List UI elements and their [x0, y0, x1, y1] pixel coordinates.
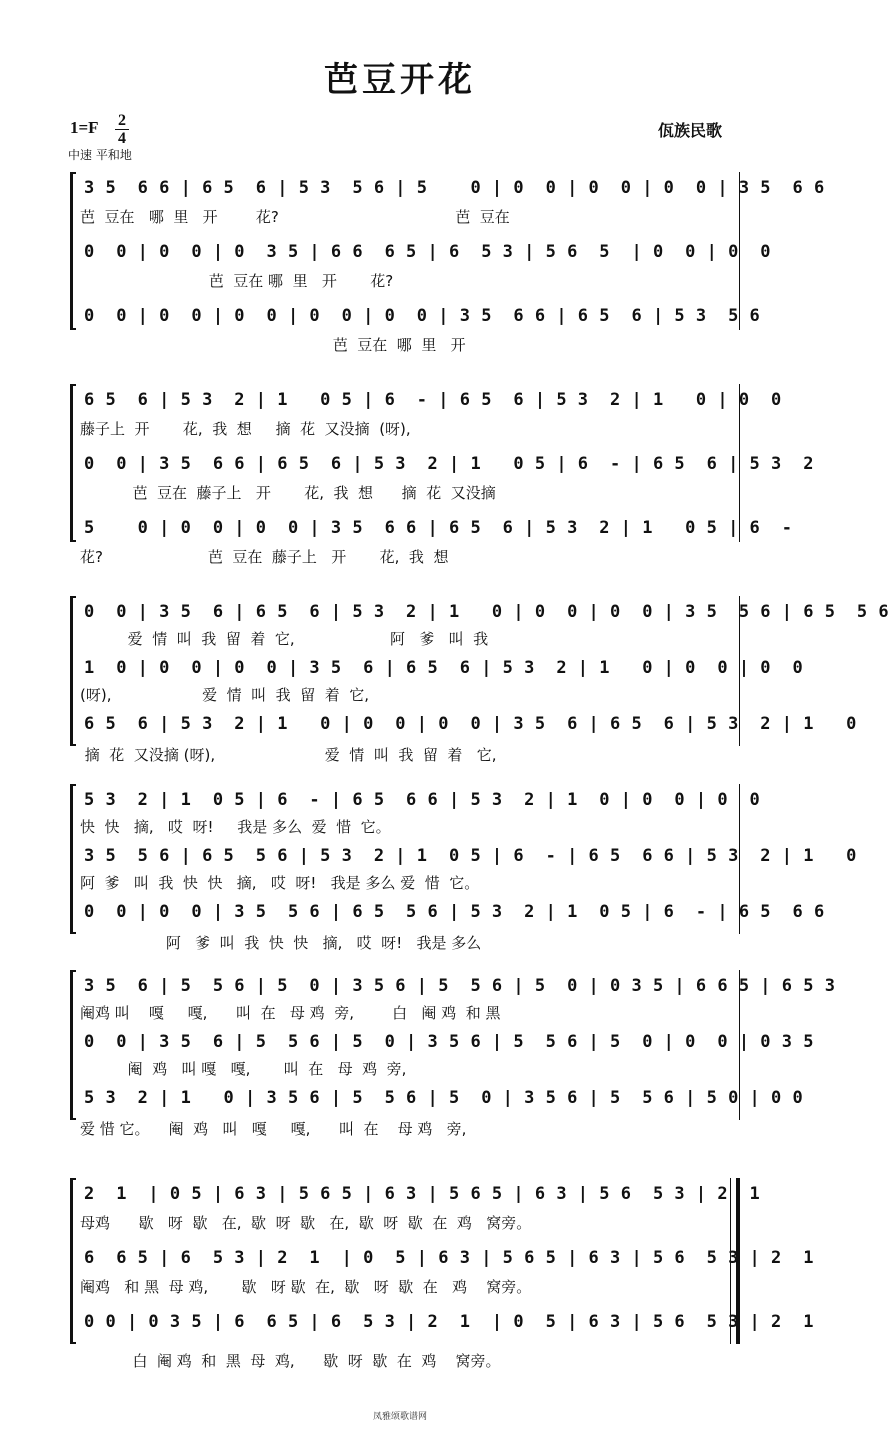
- key-signature: 1=F: [70, 118, 99, 137]
- lyrics-line: 母鸡 歇 呀 歇 在, 歇 呀 歇 在, 歇 呀 歇 在 鸡 窝旁。: [80, 1214, 532, 1232]
- lyrics-line: 爱 情 叫 我 留 着 它, 阿 爹 叫 我: [80, 630, 489, 648]
- notes-line: 2 1 | 0 5 | 6 3 | 5 6 5 | 6 3 | 5 6 5 | 6 3 | 5 6 5 3 | 2 1: [84, 1184, 761, 1204]
- lyrics-line: 阉鸡 和 黑 母 鸡, 歇 呀 歇 在, 歇 呀 歇 在 鸡 窝旁。: [80, 1278, 532, 1296]
- notes-line: 1 0 | 0 0 | 0 0 | 3 5 6 | 6 5 6 | 5 3 2 | 1 0 | 0 0 | 0 0: [84, 658, 804, 678]
- system-brace: [70, 596, 76, 746]
- notes-line: 3 5 6 | 5 5 6 | 5 0 | 3 5 6 | 5 5 6 | 5 0 | 0 3 5 | 6 6 5 | 6 5 3: [84, 976, 836, 996]
- lyrics-line: 阿 爹 叫 我 快 快 摘, 哎 呀! 我是 多么 爱 惜 它。: [80, 874, 480, 892]
- score-system-1: [70, 172, 825, 330]
- system-brace: [70, 784, 76, 934]
- lyrics-line: 快 快 摘, 哎 呀! 我是 多么 爱 惜 它。: [80, 818, 391, 836]
- lyrics-line: 白 阉 鸡 和 黑 母 鸡, 歇 呀 歇 在 鸡 窝旁。: [80, 1352, 501, 1370]
- lyrics-line: 摘 花 又没摘 (呀), 爱 情 叫 我 留 着 它,: [80, 746, 497, 764]
- notes-line: 0 0 | 0 0 | 0 0 | 0 0 | 0 0 | 3 5 6 6 | 6 5 6 | 5 3 5 6: [84, 306, 761, 326]
- meter-top: 2: [118, 112, 126, 129]
- score-system-4: [70, 784, 857, 934]
- time-signature: [114, 112, 130, 147]
- notes-line: 6 5 6 | 5 3 2 | 1 0 5 | 6 - | 6 5 6 | 5 3 2 | 1 0 | 0 0: [84, 390, 782, 410]
- system-brace: [70, 1178, 76, 1344]
- notes-line: 3 5 5 6 | 6 5 5 6 | 5 3 2 | 1 0 5 | 6 - | 6 5 6 6 | 5 3 2 | 1 0: [84, 846, 857, 866]
- notes-line: 5 3 2 | 1 0 | 3 5 6 | 5 5 6 | 5 0 | 3 5 6 | 5 5 6 | 5 0 | 0 0: [84, 1088, 804, 1108]
- lyrics-line: 芭 豆在 哪 里 开: [80, 336, 466, 354]
- system-brace: [70, 172, 76, 330]
- score-system-2: [70, 384, 814, 542]
- notes-line: 0 0 | 0 0 | 3 5 5 6 | 6 5 5 6 | 5 3 2 | 1 0 5 | 6 - | 6 5 6 6: [84, 902, 825, 922]
- notes-line: 3 5 6 6 | 6 5 6 | 5 3 5 6 | 5 0 | 0 0 | 0 0 | 0 0 | 3 5 6 6: [84, 178, 825, 198]
- lyrics-line: 爱 惜 它。 阉 鸡 叫 嘎 嘎, 叫 在 母 鸡 旁,: [80, 1120, 467, 1138]
- lyrics-line: 阿 爹 叫 我 快 快 摘, 哎 呀! 我是 多么: [80, 934, 482, 952]
- notes-line: 0 0 | 3 5 6 | 5 5 6 | 5 0 | 3 5 6 | 5 5 6 | 5 0 | 0 0 | 0 3 5: [84, 1032, 814, 1052]
- notes-line: 0 0 | 3 5 6 6 | 6 5 6 | 5 3 2 | 1 0 5 | 6 - | 6 5 6 | 5 3 2: [84, 454, 814, 474]
- meter-bottom: 4: [118, 130, 126, 147]
- lyrics-line: 阉 鸡 叫 嘎 嘎, 叫 在 母 鸡 旁,: [80, 1060, 407, 1078]
- lyrics-line: 藤子上 开 花, 我 想 摘 花 又没摘 (呀),: [80, 420, 411, 438]
- score-system-5: [70, 970, 836, 1120]
- lyrics-line: 花? 芭 豆在 藤子上 开 花, 我 想: [80, 548, 449, 566]
- lyrics-line: (呀), 爱 情 叫 我 留 着 它,: [80, 686, 370, 704]
- notes-line: 5 3 2 | 1 0 5 | 6 - | 6 5 6 6 | 5 3 2 | 1 0 | 0 0 | 0 0: [84, 790, 761, 810]
- lyrics-line: 阉鸡 叫 嘎 嘎, 叫 在 母 鸡 旁, 白 阉 鸡 和 黑: [80, 1004, 501, 1022]
- notes-line: 6 5 6 | 5 3 2 | 1 0 | 0 0 | 0 0 | 3 5 6 | 6 5 6 | 5 3 2 | 1 0: [84, 714, 857, 734]
- notes-line: 6 6 5 | 6 5 3 | 2 1 | 0 5 | 6 3 | 5 6 5 | 6 3 | 5 6 5 3 | 2 1: [84, 1248, 814, 1268]
- system-brace: [70, 970, 76, 1120]
- tempo-marking: 中速 平和地: [68, 148, 132, 162]
- lyrics-line: 芭 豆在 藤子上 开 花, 我 想 摘 花 又没摘: [80, 484, 496, 502]
- lyrics-line: 芭 豆在 哪 里 开 花? 芭 豆在: [80, 208, 510, 226]
- score-system-6: [70, 1178, 814, 1344]
- song-title: 芭豆开花: [324, 60, 476, 100]
- footer-credit: 凤雅颂歌谱网: [372, 1412, 427, 1422]
- composer-credit: 佤族民歌: [658, 121, 723, 140]
- notes-line: 0 0 | 3 5 6 | 6 5 6 | 5 3 2 | 1 0 | 0 0 | 0 0 | 3 5 5 6 | 6 5 5 6: [84, 602, 889, 622]
- notes-line: 5 0 | 0 0 | 0 0 | 3 5 6 6 | 6 5 6 | 5 3 2 | 1 0 5 | 6 -: [84, 518, 793, 538]
- notes-line: 0 0 | 0 0 | 0 3 5 | 6 6 6 5 | 6 5 3 | 5 6 5 | 0 0 | 0 0: [84, 242, 772, 262]
- notes-line: 0 0 | 0 3 5 | 6 6 5 | 6 5 3 | 2 1 | 0 5 | 6 3 | 5 6 5 3 | 2 1: [84, 1312, 814, 1332]
- lyrics-line: 芭 豆在 哪 里 开 花?: [80, 272, 394, 290]
- score-system-3: [70, 596, 889, 746]
- system-brace: [70, 384, 76, 542]
